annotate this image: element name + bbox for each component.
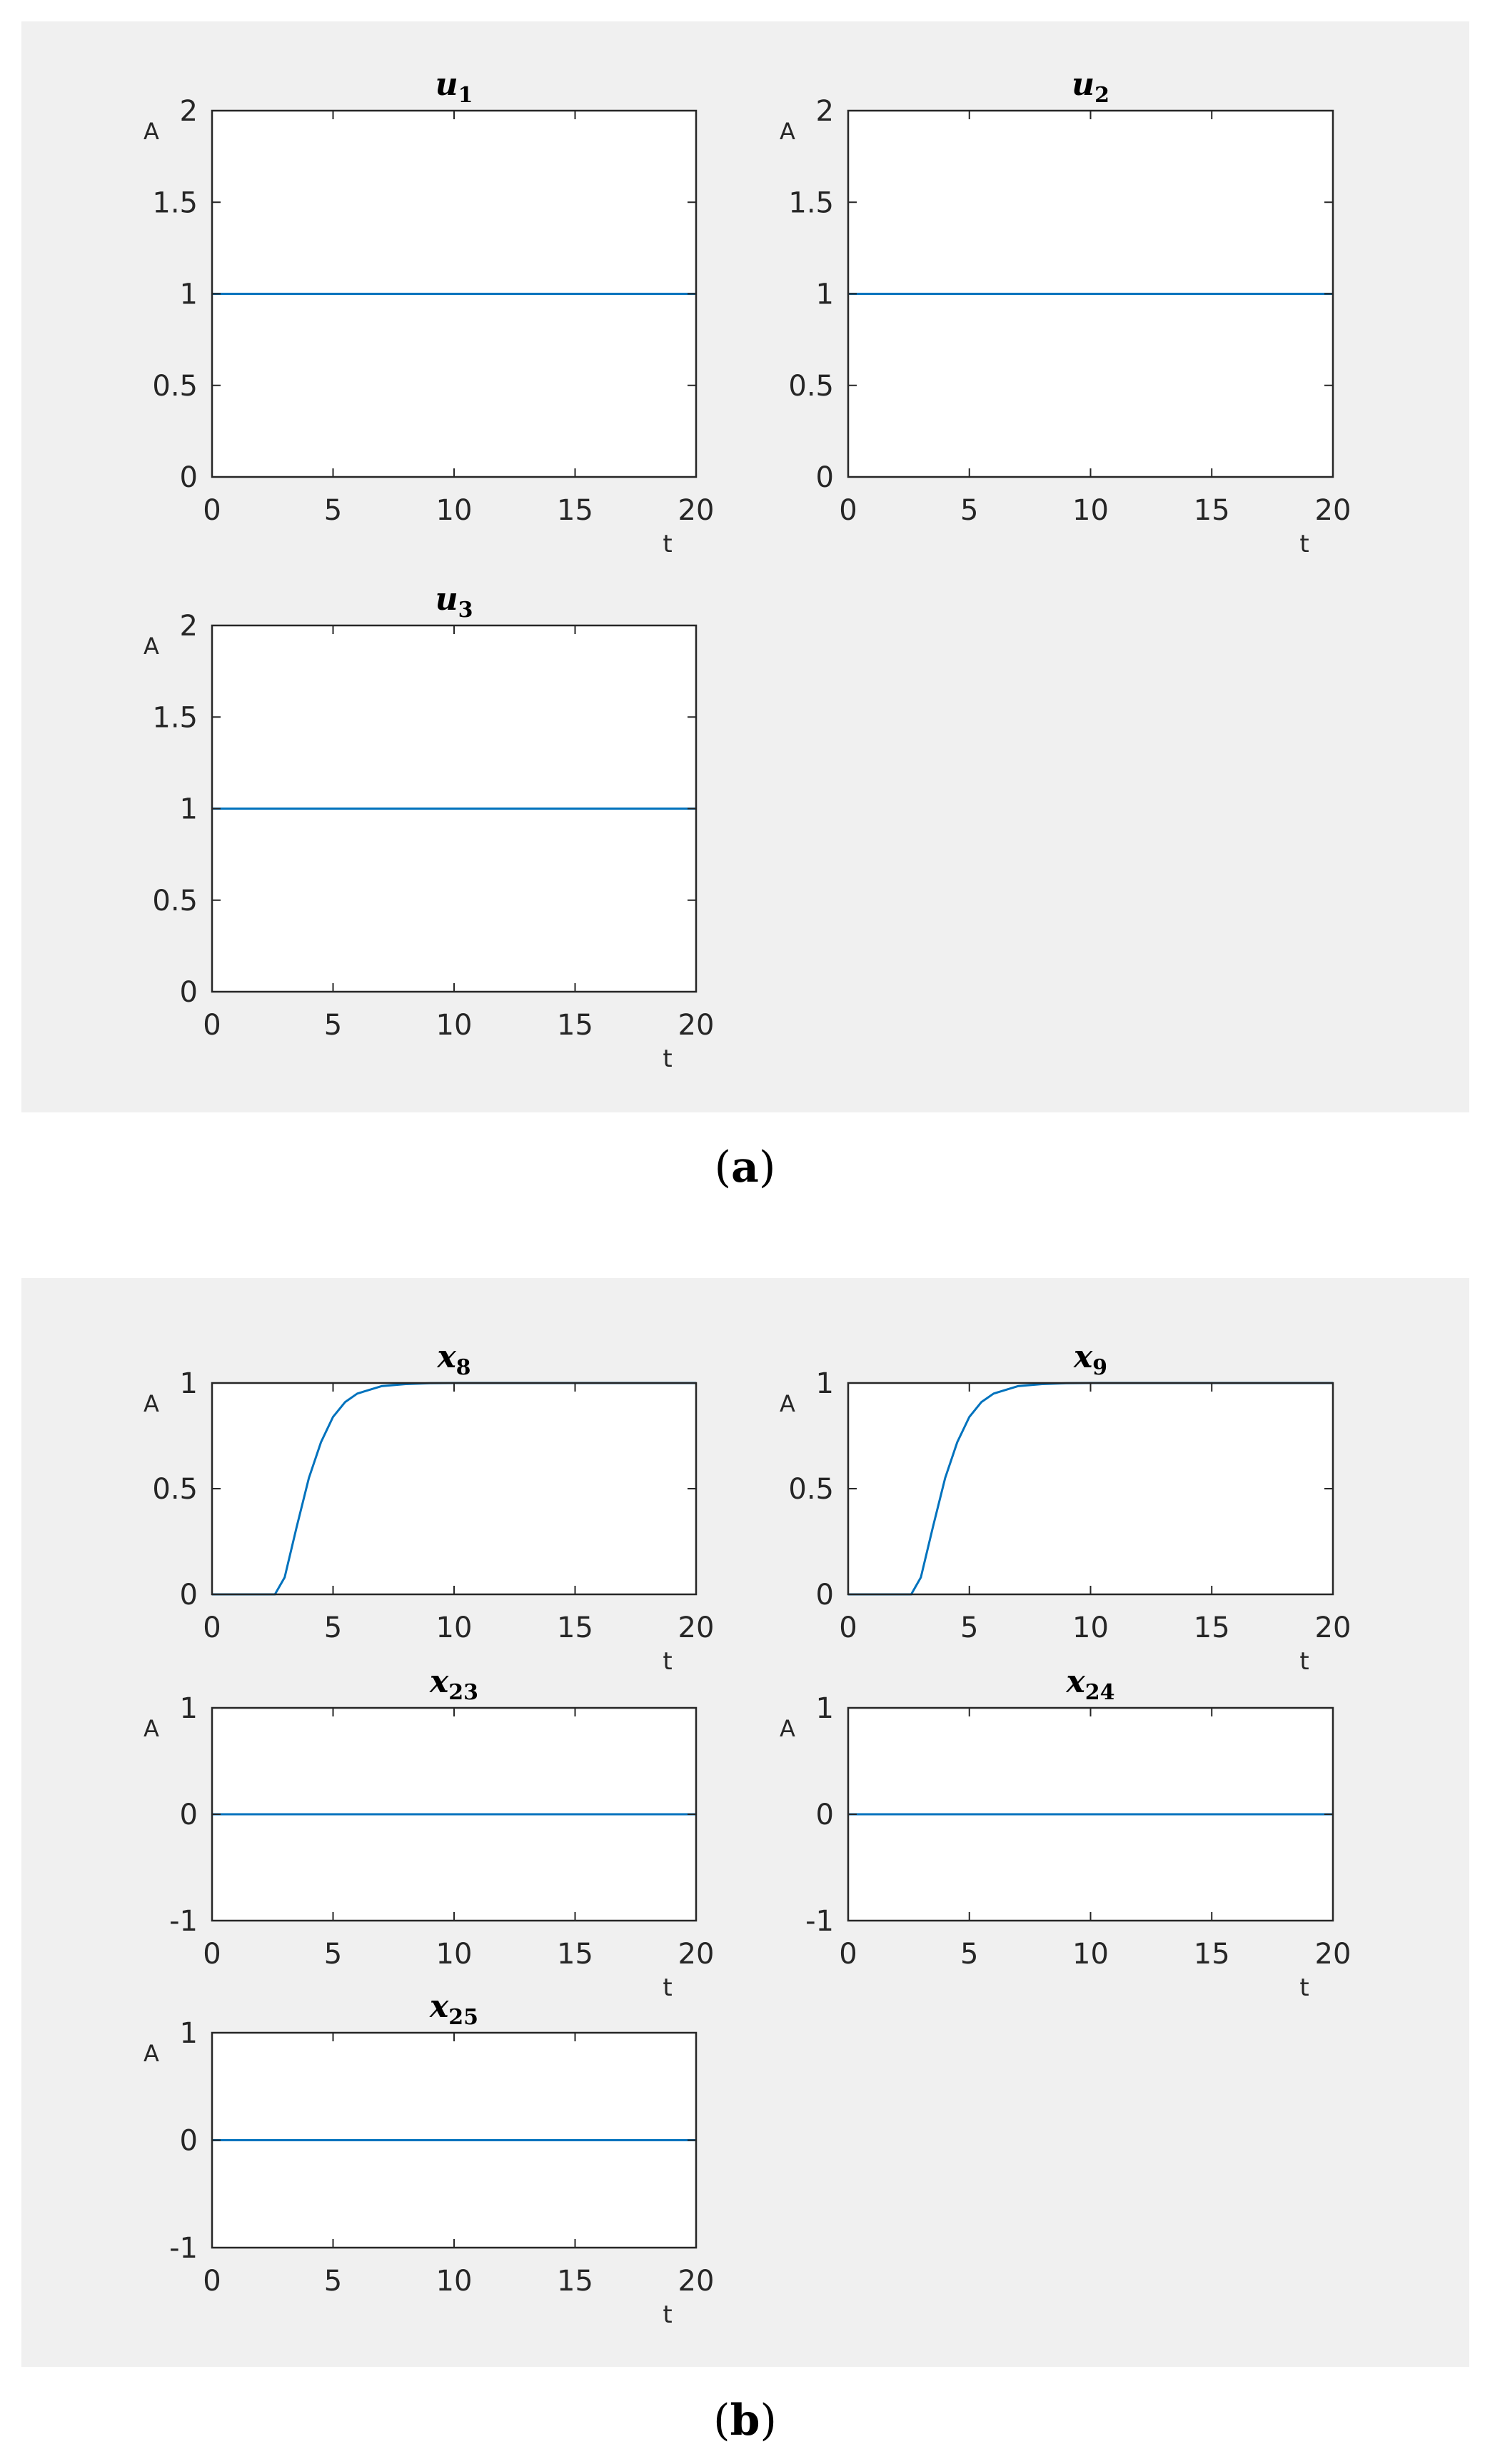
x-tick-label: 20 <box>678 1938 715 1971</box>
panel-a-caption: (a) <box>714 1142 776 1192</box>
y-tick-label: 1 <box>179 1692 198 1725</box>
y-tick-label: 1 <box>179 793 198 826</box>
panel-b-label: b <box>730 2395 760 2445</box>
x-axis-label: t <box>663 530 673 558</box>
x-tick-label: 0 <box>203 1938 221 1971</box>
y-tick-label: 0.5 <box>152 1473 198 1506</box>
subplot-x23 <box>144 1664 714 2002</box>
x-tick-label: 0 <box>203 1611 221 1644</box>
x-tick-label: 0 <box>839 1611 857 1644</box>
x-tick-label: 10 <box>436 494 473 527</box>
y-tick-label: 0.5 <box>152 884 198 917</box>
x-axis-label: t <box>663 1647 673 1676</box>
y-tick-label: 0.5 <box>152 369 198 403</box>
subplot-u1 <box>144 66 714 558</box>
y-tick-label: 1.5 <box>152 701 198 735</box>
panel-a-label: a <box>731 1142 759 1192</box>
x-tick-label: 5 <box>323 1009 343 1042</box>
y-tick-label: 0 <box>179 1799 198 1831</box>
y-tick-label: 0 <box>179 2124 198 2158</box>
panel-b-caption: (b) <box>713 2395 777 2445</box>
x-tick-label: 20 <box>1314 494 1351 527</box>
subplot-u2 <box>780 66 1351 558</box>
x-tick-label: 20 <box>1314 1611 1351 1644</box>
subplot-title-base: x <box>437 1339 456 1375</box>
subplot-title-subscript: 24 <box>1084 1680 1115 1705</box>
subplot-x8 <box>144 1339 714 1676</box>
subplot-title-subscript: 23 <box>448 1680 478 1705</box>
subplot-title <box>1073 1339 1107 1380</box>
y-tick-label: 1 <box>179 1367 198 1400</box>
x-tick-label: 10 <box>1072 494 1109 527</box>
y-tick-label: 0 <box>179 1579 198 1611</box>
y-tick-label: 0 <box>815 461 834 494</box>
subplot-title-base: x <box>430 1664 449 1700</box>
y-tick-label: 1 <box>179 278 198 311</box>
y-tick-label: 0.5 <box>788 1473 834 1506</box>
subplot-x24 <box>780 1664 1351 2002</box>
subplot-title <box>1066 1664 1115 1705</box>
y-tick-label: 1.5 <box>152 186 198 220</box>
subplot-title-subscript: 25 <box>448 2005 478 2030</box>
x-tick-label: 0 <box>839 494 857 527</box>
y-axis-label: A <box>144 1715 159 1742</box>
x-tick-label: 15 <box>1193 1938 1230 1971</box>
x-tick-label: 0 <box>203 494 221 527</box>
x-tick-label: 15 <box>557 1938 593 1971</box>
y-tick-label: -1 <box>169 2232 198 2265</box>
y-tick-label: 2 <box>179 610 198 643</box>
x-tick-label: 0 <box>203 1009 221 1042</box>
plot-area <box>848 1383 1333 1594</box>
subplot-title <box>429 1988 478 2030</box>
plot-area <box>212 1383 696 1594</box>
y-axis-label: A <box>780 118 795 145</box>
y-axis-label: A <box>144 1390 159 1417</box>
subplot-x25 <box>144 1988 714 2329</box>
subplot-title <box>429 1664 478 1705</box>
subplot-title-subscript: 3 <box>458 598 473 623</box>
x-tick-label: 5 <box>960 1938 979 1971</box>
x-tick-label: 0 <box>203 2265 221 2298</box>
subplot-title-subscript: 1 <box>458 83 473 108</box>
subplot-title <box>436 66 473 108</box>
y-tick-label: 0 <box>179 461 198 494</box>
x-tick-label: 5 <box>323 494 343 527</box>
subplot-title-base: x <box>1073 1339 1093 1375</box>
x-tick-label: 15 <box>557 1009 593 1042</box>
y-axis-label: A <box>144 118 159 145</box>
x-tick-label: 20 <box>1314 1938 1351 1971</box>
y-tick-label: 0 <box>815 1799 834 1831</box>
x-tick-label: 5 <box>323 1611 343 1644</box>
y-tick-label: 1 <box>815 1367 834 1400</box>
y-tick-label: 2 <box>179 95 198 128</box>
subplot-title-subscript: 8 <box>455 1355 471 1380</box>
subplot-u3 <box>144 581 714 1073</box>
y-tick-label: 2 <box>815 95 834 128</box>
y-tick-label: 1 <box>815 278 834 311</box>
y-axis-label: A <box>780 1715 795 1742</box>
x-tick-label: 10 <box>436 2265 473 2298</box>
subplot-x9 <box>780 1339 1351 1676</box>
y-tick-label: -1 <box>805 1905 834 1938</box>
x-tick-label: 15 <box>557 1611 593 1644</box>
x-tick-label: 5 <box>323 1938 343 1971</box>
subplot-title <box>1072 66 1109 108</box>
subplot-title-subscript: 9 <box>1092 1355 1108 1380</box>
subplot-title-subscript: 2 <box>1094 83 1109 108</box>
x-axis-label: t <box>663 1045 673 1073</box>
x-axis-label: t <box>663 1973 673 2002</box>
x-axis-label: t <box>1299 1973 1309 2002</box>
y-tick-label: 1 <box>815 1692 834 1725</box>
x-tick-label: 15 <box>557 494 593 527</box>
x-tick-label: 5 <box>960 1611 979 1644</box>
x-tick-label: 10 <box>1072 1611 1109 1644</box>
x-tick-label: 20 <box>678 494 715 527</box>
y-tick-label: -1 <box>169 1905 198 1938</box>
subplot-title-base: u <box>435 581 458 618</box>
y-axis-label: A <box>144 633 159 660</box>
x-tick-label: 15 <box>557 2265 593 2298</box>
x-tick-label: 10 <box>436 1009 473 1042</box>
subplot-title-base: u <box>435 66 458 103</box>
x-tick-label: 5 <box>960 494 979 527</box>
subplot-title <box>436 581 473 623</box>
x-tick-label: 20 <box>678 1009 715 1042</box>
y-tick-label: 1.5 <box>788 186 834 220</box>
y-axis-label: A <box>780 1390 795 1417</box>
x-tick-label: 20 <box>678 2265 715 2298</box>
subplot-title-base: u <box>1072 66 1095 103</box>
x-tick-label: 5 <box>323 2265 343 2298</box>
y-tick-label: 0 <box>815 1579 834 1611</box>
subplot-title-base: x <box>1066 1664 1085 1700</box>
y-tick-label: 0.5 <box>788 369 834 403</box>
y-axis-label: A <box>144 2040 159 2067</box>
x-axis-label: t <box>663 2300 673 2329</box>
subplot-title-base: x <box>430 1988 449 2025</box>
x-axis-label: t <box>1299 530 1309 558</box>
x-tick-label: 20 <box>678 1611 715 1644</box>
x-tick-label: 15 <box>1193 494 1230 527</box>
x-tick-label: 15 <box>1193 1611 1230 1644</box>
x-tick-label: 10 <box>436 1611 473 1644</box>
y-tick-label: 0 <box>179 976 198 1009</box>
x-axis-label: t <box>1299 1647 1309 1676</box>
y-tick-label: 1 <box>179 2017 198 2050</box>
x-tick-label: 10 <box>1072 1938 1109 1971</box>
x-tick-label: 10 <box>436 1938 473 1971</box>
subplot-title <box>436 1339 470 1380</box>
x-tick-label: 0 <box>839 1938 857 1971</box>
